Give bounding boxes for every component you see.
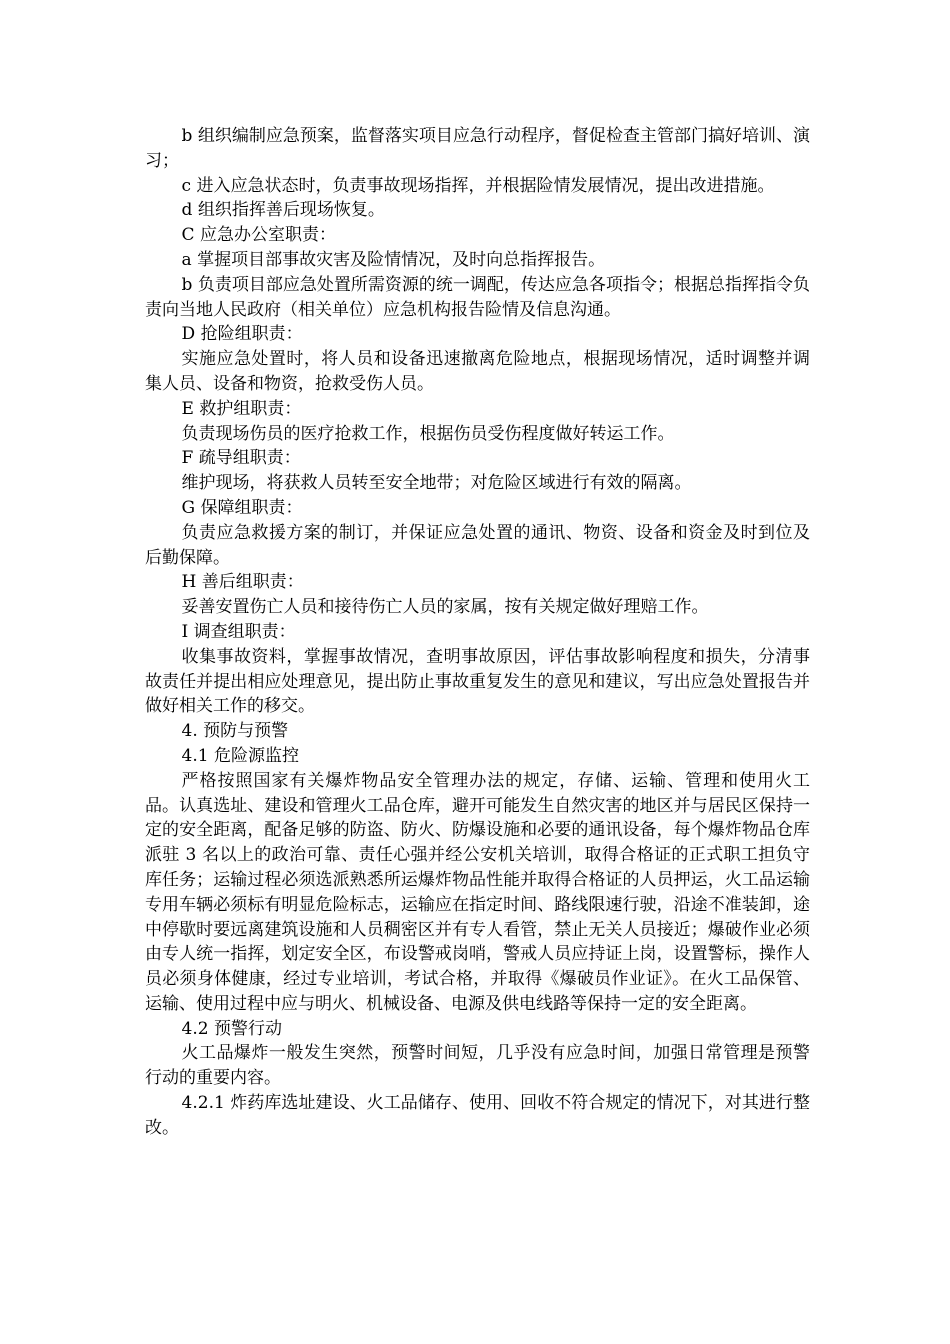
paragraph-investigation-team: 收集事故资料，掌握事故情况，查明事故原因，评估事故影响程度和损失，分清事故责任并提出相应处理意见，提出防止事故重复发生的意见和建议，写出应急处置报告并做好相关工作的移交。 — [145, 646, 810, 717]
heading-aftermath-team: H 善后组职责： — [181, 572, 304, 593]
heading-rescue-team: D 抢险组职责： — [181, 324, 303, 345]
paragraph-d-recovery: d 组织指挥善后现场恢复。 — [181, 200, 385, 221]
paragraph-evacuation-team: 维护现场，将获救人员转至安全地带；对危险区域进行有效的隔离。 — [181, 473, 692, 494]
paragraph-rescue-team: 实施应急处置时，将人员和设备迅速撤离危险地点，根据现场情况，适时调整并调集人员、设备和物资，抢救受伤人员。 — [145, 349, 810, 394]
heading-medical-team: E 救护组职责： — [181, 398, 302, 419]
paragraph-hazard-monitoring: 严格按照国家有关爆炸物品安全管理办法的规定，存储、运输、管理和使用火工品。认真选址、建设和管理火工品仓库，避开可能发生自然灾害的地区并与居民区保持一定的安全距离，配备足够的防盗、防火、防爆设施和必要的通讯设备，每个爆炸物品仓库派驻 3 名以上的政治可靠、责任心强并经公安机关培训，取得合格证的正式职工担负守库任务；运输过程必须选派熟悉所运爆炸物品性能并取得合格证的人员押运，火工品运输专用车辆必须标有明显危险标志，运输应在指定时间、路线限速行驶，沿途不准装卸，途中停歇时要远离建筑设施和人员稠密区并有专人看管，禁止无关人员接近；爆破作业必须由专人统一指挥，划定安全区，布设警戒岗哨，警戒人员应持证上岗，设置警标，操作人员必须身体健康，经过专业培训，考试合格，并取得《爆破员作业证》。在火工品保管、运输、使用过程中应与明火、机械设备、电源及供电线路等保持一定的安全距离。 — [145, 770, 810, 1014]
paragraph-support-team: 负责应急救援方案的制订，并保证应急处置的通讯、物资、设备和资金及时到位及后勤保障。 — [145, 522, 810, 568]
heading-support-team: G 保障组职责： — [181, 497, 303, 518]
heading-emergency-office: C 应急办公室职责： — [181, 225, 336, 246]
paragraph-medical-team: 负责现场伤员的医疗抢救工作，根据伤员受伤程度做好转运工作。 — [181, 423, 675, 444]
section-heading-prevention: 4. 预防与预警 — [181, 721, 289, 742]
subsection-heading-hazard-monitoring: 4.1 危险源监控 — [181, 745, 299, 766]
paragraph-4-2-1: 4.2.1 炸药库选址建设、火工品储存、使用、回收不符合规定的情况下，对其进行整改。 — [145, 1093, 810, 1138]
paragraph-office-b: b 负责项目部应急处置所需资源的统一调配，传达应急各项指令；根据总指挥指令负责向当地人民政府（相关单位）应急机构报告险情及信息沟通。 — [145, 274, 810, 320]
paragraph-aftermath-team: 妥善安置伤亡人员和接待伤亡人员的家属，按有关规定做好理赔工作。 — [181, 597, 709, 618]
paragraph-b-plan: b 组织编制应急预案，监督落实项目应急行动程序，督促检查主管部门搞好培训、演习； — [145, 126, 810, 171]
document-body — [145, 124, 810, 1141]
paragraph-office-a: a 掌握项目部事故灾害及险情情况，及时向总指挥报告。 — [181, 249, 606, 270]
heading-evacuation-team: F 疏导组职责： — [181, 448, 301, 469]
paragraph-c-emergency-state: c 进入应急状态时，负责事故现场指挥，并根据险情发展情况，提出改进措施。 — [181, 175, 775, 196]
subsection-heading-warning-action: 4.2 预警行动 — [181, 1018, 282, 1039]
paragraph-warning-action: 火工品爆炸一般发生突然，预警时间短，几乎没有应急时间，加强日常管理是预警行动的重要内容。 — [145, 1043, 810, 1089]
heading-investigation-team: I 调查组职责： — [181, 621, 296, 642]
